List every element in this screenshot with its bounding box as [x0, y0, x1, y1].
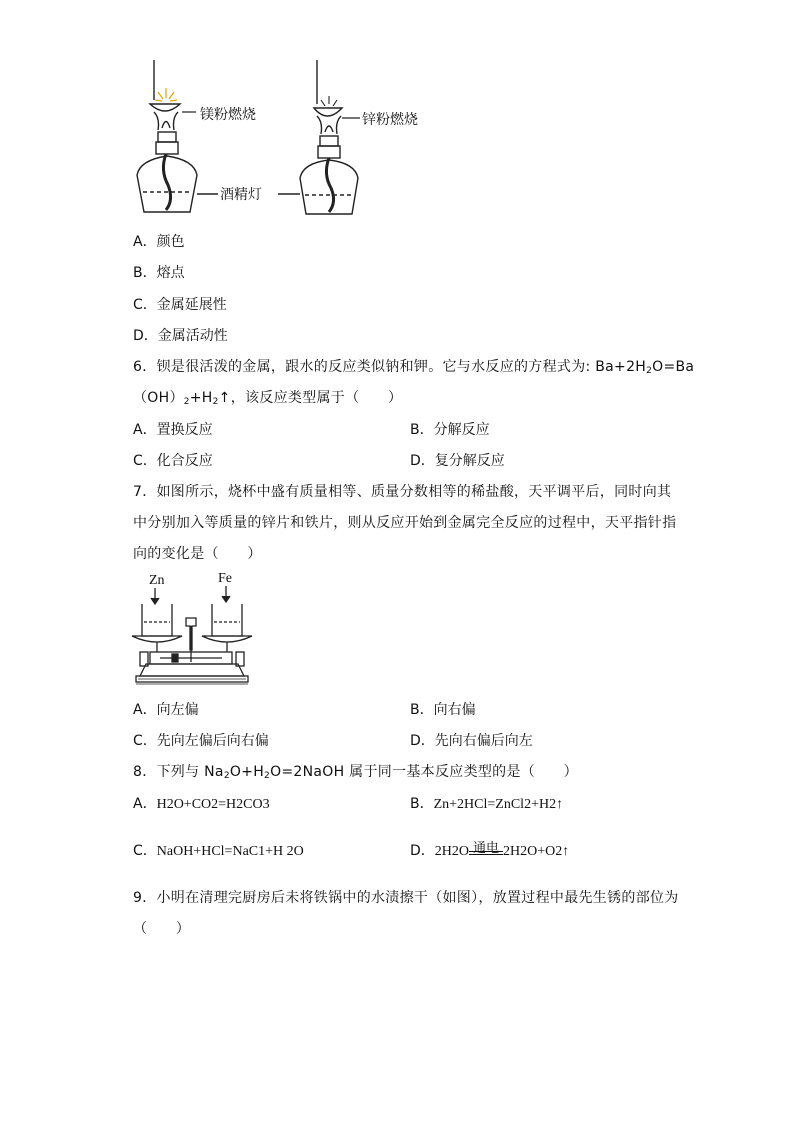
label-alcohol-lamp: 酒精灯 — [220, 187, 262, 203]
q6-option-d[interactable]: D．复分解反应 — [410, 453, 505, 469]
q8-option-b[interactable] — [410, 794, 563, 815]
option-prefix: C． — [133, 843, 157, 859]
q5-option-c[interactable]: C．金属延展性 — [133, 297, 227, 313]
q7-stem-line2: 中分别加入等质量的锌片和铁片，则从反应开始到金属完全反应的过程中，天平指针指 — [133, 515, 677, 531]
label-mg-burning: 镁粉燃烧 — [200, 107, 256, 123]
q5-option-a[interactable]: A．颜色 — [133, 234, 185, 250]
q9-stem-line1: 9．小明在清理完厨房后未将铁锅中的水渍擦干（如图），放置过程中最先生锈的部位为 — [133, 890, 679, 906]
subscript: 2 — [223, 771, 230, 781]
label-zn-burning: 锌粉燃烧 — [362, 112, 418, 128]
q6-stem-line1 — [133, 357, 694, 381]
q8-option-d[interactable] — [410, 841, 569, 862]
q6-text: 6．钡是很活泼的金属，跟水的反应类似钠和钾。它与水反应的方程式为: Ba+2H — [133, 359, 647, 375]
q5-option-d[interactable]: D．金属活动性 — [133, 328, 228, 344]
formula: NaOH+HCl=NaC1+H 2O — [156, 844, 304, 859]
subscript: 2 — [646, 366, 653, 376]
q8-text: 8．下列与 Na — [133, 764, 224, 780]
q8-option-a[interactable] — [133, 794, 270, 815]
q6-option-b[interactable]: B．分解反应 — [410, 422, 490, 438]
q8-stem — [133, 762, 578, 786]
q7-stem-line3: 向的变化是（ ） — [133, 546, 262, 562]
spark-icon — [321, 96, 337, 106]
formula: Zn+2HCl=ZnCl2+H2↑ — [433, 797, 564, 812]
q7-option-c[interactable]: C．先向左偏后向右偏 — [133, 733, 269, 749]
q6-option-c[interactable]: C．化合反应 — [133, 453, 213, 469]
formula: H2O+CO2=H2CO3 — [156, 797, 270, 812]
subscript: 2 — [183, 397, 190, 407]
label-zn: Zn — [149, 573, 165, 588]
q7-option-b[interactable]: B．向右偏 — [410, 702, 476, 718]
option-prefix: B． — [410, 796, 434, 812]
q5-option-b[interactable]: B．熔点 — [133, 265, 185, 281]
q7-option-a[interactable]: A．向左偏 — [133, 702, 199, 718]
option-prefix: A． — [133, 796, 157, 812]
lamp-right — [278, 60, 358, 214]
option-prefix: D． — [410, 843, 435, 859]
formula: 2H2O+O2↑ — [503, 844, 570, 859]
subscript: 2 — [212, 397, 219, 407]
lamp-left — [137, 60, 218, 212]
q6-text: （OH） — [133, 390, 184, 406]
figure-balance — [0, 580, 794, 700]
q6-text: +H — [189, 390, 213, 406]
formula: 2H2O — [434, 844, 470, 859]
q6-text: O=Ba — [652, 359, 695, 375]
q6-stem-line2 — [133, 388, 402, 412]
q9-stem-line2: （ ） — [133, 921, 191, 937]
q8-text: O=2NaOH 属于同一基本反应类型的是（ ） — [270, 764, 578, 780]
q6-option-a[interactable]: A．置换反应 — [133, 422, 213, 438]
q6-text: ↑，该反应类型属于（ ） — [218, 390, 403, 406]
label-fe: Fe — [218, 571, 232, 586]
condition-text: 通电 — [473, 841, 500, 856]
subscript: 2 — [264, 771, 271, 781]
q7-stem-line1: 7．如图所示，烧杯中盛有质量相等、质量分数相等的稀盐酸，天平调平后，同时向其 — [133, 484, 672, 500]
q8-option-c[interactable] — [133, 841, 304, 862]
q7-option-d[interactable]: D．先向右偏后向左 — [410, 733, 533, 749]
spark-icon — [155, 88, 177, 101]
q8-text: O+H — [229, 764, 265, 780]
